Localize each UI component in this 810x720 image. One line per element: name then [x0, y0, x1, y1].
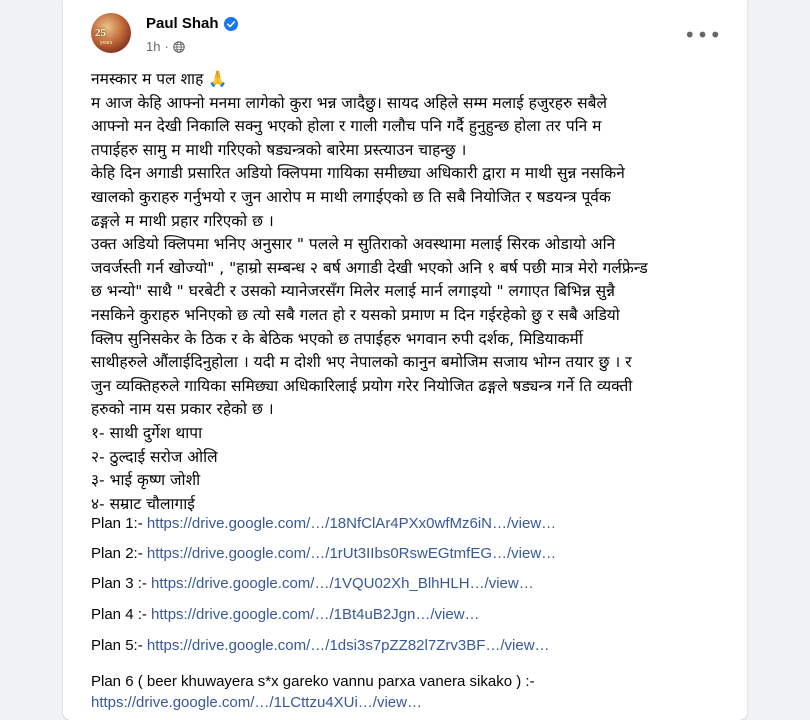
plan-row [91, 545, 556, 562]
post-line: आफ्नो मन देखी निकालि सक्नु भएको होला र गाली गलौच पनि गर्दै हुनुहुन्छ होला तर पनि म [91, 117, 602, 136]
drive-link[interactable]: https://drive.google.com/…/18NfClAr4PXx0wfMz6iN…/view… [146, 515, 557, 532]
author-row [146, 15, 238, 32]
plan-row [91, 606, 480, 623]
post-line: हरुको नाम यस प्रकार रहेको छ । [91, 400, 274, 419]
post-line: जुन व्यक्तिहरुले गायिका समिछ्या अधिकारिलाई प्रयोग गरेर नियोजित ढङ्गले षड्यन्त्र गर्ने ति व्यक्ती [91, 376, 633, 395]
post-line: नमस्कार म पल शाह 🙏 [91, 70, 228, 88]
post-line: तपाईहरु सामु म माथी गरिएको षड्यन्त्रको बारेमा प्रस्त्याउन चाहन्छु । [91, 140, 467, 159]
plan-label: Plan 3 :- [91, 575, 152, 592]
post-line: जवर्जस्ती गर्न खोज्यो" , "हाम्रो सम्बन्ध २ बर्ष अगाडी देखी भएको अनि १ बर्ष पछी मात्र मेरो गर्लफ्रेन्ड [91, 258, 648, 277]
plan6-label: Plan 6 ( beer khuwayera s*x gareko vannu parxa vanera sikako ) :- [91, 673, 535, 690]
drive-link[interactable]: https://drive.google.com/…/1Bt4uB2Jgn…/view… [151, 606, 480, 623]
avatar-badge-subtext: years [100, 40, 113, 46]
list-item: ४- सम्राट चौलागाई [91, 494, 195, 513]
plan-row [91, 637, 550, 654]
verified-badge-icon [224, 17, 238, 31]
post-line: नसकिने कुराहरु भनिएको छ त्यो सबै गलत हो र यसको प्रमाण म दिन गईरहेको छु र सबै अडियो [91, 305, 620, 324]
list-item: २- ठुल्दाई सरोज ओलि [91, 447, 218, 466]
plan-row [91, 515, 556, 532]
drive-link[interactable]: https://drive.google.com/…/1VQU02Xh_BlhHLH…/view… [151, 575, 534, 592]
post-line: उक्त अडियो क्लिपमा भनिए अनुसार " पलले म सुतिराको अवस्थामा मलाई सिरक ओडायो अनि [91, 235, 616, 254]
plan-row [91, 575, 534, 592]
post-line: खालको कुराहरु गर्नुभयो र जुन आरोप म माथी लगाईएको छ ति सबै नियोजित र षडयन्त्र पूर्वक [91, 187, 611, 206]
post-line: छ भन्यो" साथै " घरबेटी र उसको म्यानेजरसँग मिलेर मलाई मार्न लगाइयो " लगाएत बिभिन्न सुन्नै [91, 282, 615, 301]
post-card [63, 0, 747, 720]
post-line: साथीहरुले औंलाईदिनुहोला । यदी म दोशी भए नेपालको कानुन बमोजिम सजाय भोग्न तयार छु । र [91, 353, 632, 372]
post-header [63, 0, 747, 68]
avatar-badge-number: 25 [95, 27, 106, 39]
list-item: ३- भाई कृष्ण जोशी [91, 471, 201, 490]
post-line: क्लिप सुनिसकेर के ठिक र के बेठिक भएको छ तपाईहरु भगवान रुपी दर्शक, मिडियाकर्मी [91, 329, 583, 348]
post-line: म आज केहि आफ्नो मनमा लागेको कुरा भन्न जादैछु। सायद अहिले सम्म मलाई हजुरहरु सबैले [91, 93, 607, 112]
post-line: केहि दिन अगाडी प्रसारित अडियो क्लिपमा गायिका समीछ्या अधिकारी द्वारा म माथी सुन्न नसकिने [91, 164, 625, 183]
plan-label: Plan 1:- [91, 515, 147, 532]
meta-separator: · [164, 39, 169, 54]
plan-label: Plan 4 :- [91, 606, 152, 623]
plan-label: Plan 2:- [91, 545, 147, 562]
post-meta [146, 39, 185, 54]
post-line: ढङ्गले म माथी प्रहार गरिएको छ । [91, 211, 274, 230]
drive-link[interactable]: https://drive.google.com/…/1LCttzu4XUi…/view… [91, 694, 422, 711]
drive-link[interactable]: https://drive.google.com/…/1dsi3s7pZZ82l7Zrv3BF…/view… [146, 637, 550, 654]
more-options-button[interactable]: ••• [683, 23, 723, 47]
globe-icon[interactable] [173, 41, 185, 53]
author-name[interactable]: Paul Shah [146, 15, 219, 32]
drive-link[interactable]: https://drive.google.com/…/1rUt3IIbs0RswEGtmfEG…/view… [146, 545, 557, 562]
plan-label: Plan 5:- [91, 637, 147, 654]
post-text [91, 68, 731, 516]
avatar[interactable] [91, 13, 131, 53]
list-item: १- साथी दुर्गेश थापा [91, 423, 203, 442]
post-timestamp[interactable]: 1h [146, 39, 161, 54]
